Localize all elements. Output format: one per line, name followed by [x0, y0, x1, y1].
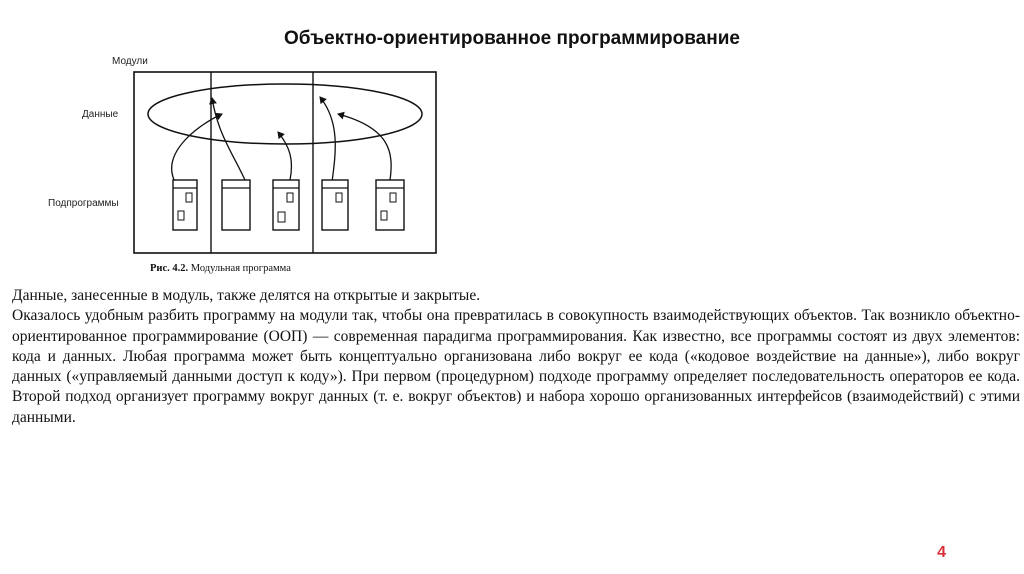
arrow-5 [338, 114, 391, 180]
arrow-4 [320, 97, 335, 182]
label-data: Данные [82, 109, 119, 120]
arrow-1 [172, 114, 222, 182]
diagram-graphic [40, 52, 460, 280]
subroutine-box-1 [173, 180, 197, 230]
caption-text: Модульная программа [190, 263, 291, 274]
label-subroutines: Подпрограммы [48, 198, 119, 209]
subroutine-box-3 [273, 180, 299, 230]
slide-title: Объектно-ориентированное программирование [284, 28, 740, 49]
arrow-3 [278, 132, 292, 180]
paragraph-1: Данные, занесенные в модуль, также делятся на открытые и закрытые. [12, 287, 481, 304]
paragraph-2: Оказалось удобным разбить программу на модули так, чтобы она превратилась в совокупность взаимодействующих объектов. Так возникло объектно-ориентированное программирование (ООП) — современная парадигма программирования. Как известно, все программы состоят из двух элементов: кода и данных. Любая программа может быть концептуально организована либо вокруг ее кода («кодовое воздействие на данные»), либо вокруг данных («управляемый данными доступ к коду»). При первом (процедурном) подходе программу определяет последовательность операторов ее кода. Второй подход организует программу вокруг данных (т. е. вокруг объектов) и набора хорошо организованных интерфейсов (взаимодействий) с этими данными. [12, 307, 1020, 426]
modular-program-diagram [40, 52, 460, 280]
arrow-2 [212, 98, 245, 180]
label-modules: Модули [112, 56, 148, 67]
subroutine-box-4 [322, 180, 348, 230]
caption-prefix: Рис. 4.2. [150, 263, 189, 274]
subroutine-box-2 [222, 180, 250, 230]
figure-caption [150, 263, 291, 274]
subroutine-box-5 [376, 180, 404, 230]
page-number: 4 [937, 544, 946, 561]
body-text [12, 286, 1020, 428]
